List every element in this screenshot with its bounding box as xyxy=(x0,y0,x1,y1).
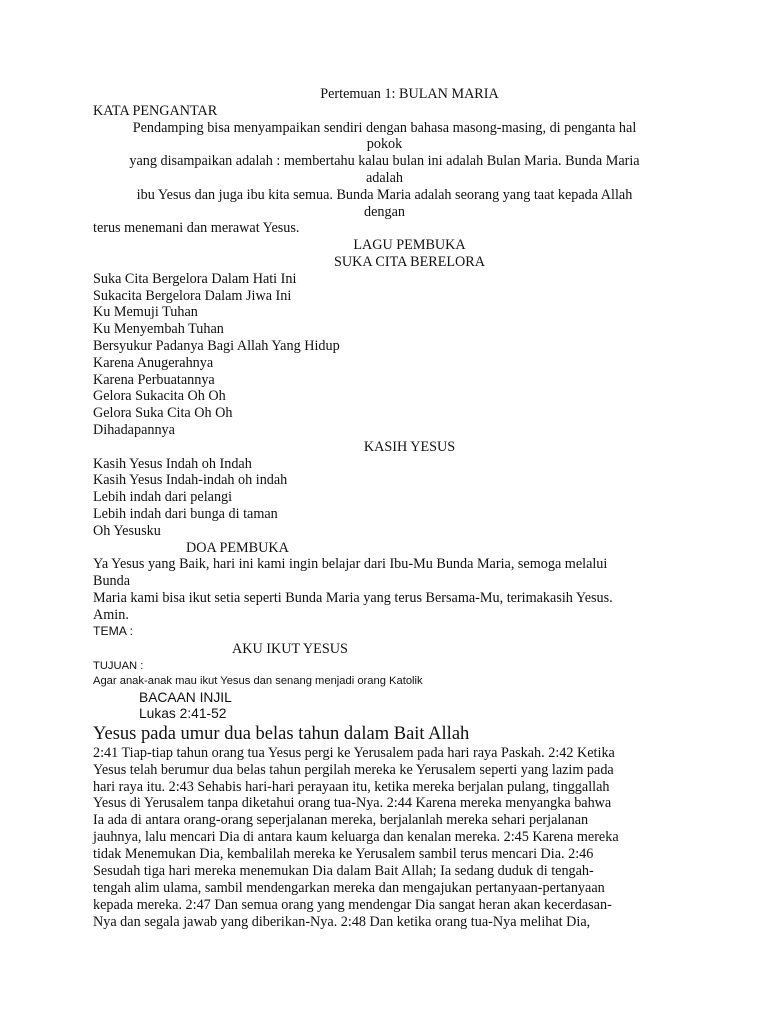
song-line: Ku Memuji Tuhan xyxy=(93,304,198,321)
kata-pengantar-line: yang disampaikan adalah : membertahu kalau bulan ini adalah Bulan Maria. Bunda Maria xyxy=(129,153,640,170)
song-title: SUKA CITA BERELORA xyxy=(334,253,485,270)
song-line: Kasih Yesus Indah oh Indah xyxy=(93,455,252,472)
doa-pembuka-heading: DOA PEMBUKA xyxy=(186,539,289,556)
song-line: Gelora Suka Cita Oh Oh xyxy=(93,405,233,422)
prayer-line: Bunda xyxy=(93,573,131,590)
tema-label: TEMA : xyxy=(93,623,133,638)
song-line: Karena Anugerahnya xyxy=(93,354,214,371)
passage-line: 2:41 Tiap-tiap tahun orang tua Yesus pergi ke Yerusalem pada hari raya Paskah. 2:42 Ketika xyxy=(93,744,615,761)
bacaan-reference: Lukas 2:41-52 xyxy=(139,705,227,721)
kata-pengantar-line: pokok xyxy=(366,136,403,153)
kasih-yesus-heading: KASIH YESUS xyxy=(363,438,456,455)
passage-line: tengah alim ulama, sambil mendengarkan mereka dan mengajukan pertanyaan-pertanyaan xyxy=(93,879,605,896)
prayer-line: Amin. xyxy=(93,606,129,623)
prayer-line: Maria kami bisa ikut setia seperti Bunda Maria yang terus Bersama-Mu, terimakasih Yesus. xyxy=(93,589,613,606)
lagu-pembuka-heading: LAGU PEMBUKA xyxy=(353,237,466,254)
passage-line: jauhnya, lalu mencari Dia di antara kaum keluarga dan kenalan mereka. 2:45 Karena mereka xyxy=(93,829,619,846)
song-line: Lebih indah dari pelangi xyxy=(93,489,233,506)
passage-title: Yesus pada umur dua belas tahun dalam Bait Allah xyxy=(93,723,470,744)
song-line: Oh Yesusku xyxy=(93,522,161,539)
passage-line: hari raya itu. 2:43 Sehabis hari-hari perayaan itu, ketika mereka berjalan pulang, tinggallah xyxy=(93,778,610,795)
song-line: Gelora Sukacita Oh Oh xyxy=(93,388,226,405)
passage-line: Sesudah tiga hari mereka menemukan Dia dalam Bait Allah; Ia sedang duduk di tengah- xyxy=(93,863,594,880)
song-line: Suka Cita Bergelora Dalam Hati Ini xyxy=(93,270,297,287)
passage-line: Yesus telah berumur dua belas tahun pergilah mereka ke Yerusalem seperti yang lazim pada xyxy=(93,761,614,778)
song-line: Lebih indah dari bunga di taman xyxy=(93,505,278,522)
kata-pengantar-line: terus menemani dan merawat Yesus. xyxy=(93,220,300,237)
song-line: Kasih Yesus Indah-indah oh indah xyxy=(93,472,288,489)
tujuan-value: Agar anak-anak mau ikut Yesus dan senang menjadi orang Katolik xyxy=(93,674,423,687)
song-line: Sukacita Bergelora Dalam Jiwa Ini xyxy=(93,287,292,304)
tema-value: AKU IKUT YESUS xyxy=(232,640,348,657)
song-line: Ku Menyembah Tuhan xyxy=(93,321,224,338)
passage-line: Yesus di Yerusalem tanpa diketahui orang tua-Nya. 2:44 Karena mereka menyangka bahwa xyxy=(93,795,612,812)
prayer-line: Ya Yesus yang Baik, hari ini kami ingin belajar dari Ibu-Mu Bunda Maria, semoga melalui xyxy=(93,556,608,573)
passage-line: Ia ada di antara orang-orang seperjalanan mereka, berjalanlah mereka sehari perjalanan xyxy=(93,812,589,829)
kata-pengantar-line: Pendamping bisa menyampaikan sendiri dengan bahasa masong-masing, di penganta hal xyxy=(132,119,637,136)
page-title: Pertemuan 1: BULAN MARIA xyxy=(320,86,499,102)
song-line: Bersyukur Padanya Bagi Allah Yang Hidup xyxy=(93,337,340,354)
kata-pengantar-heading: KATA PENGANTAR xyxy=(93,102,218,119)
song-line: Dihadapannya xyxy=(93,421,175,438)
kata-pengantar-line: dengan xyxy=(364,203,405,220)
kata-pengantar-line: adalah xyxy=(365,169,404,186)
document-content xyxy=(93,86,676,931)
tujuan-label: TUJUAN : xyxy=(93,660,144,673)
kata-pengantar-line: ibu Yesus dan juga ibu kita semua. Bunda Maria adalah seorang yang taat kepada Allah xyxy=(136,186,633,203)
passage-line: kepada mereka. 2:47 Dan semua orang yang mendengar Dia sangat heran akan kecerdasan- xyxy=(93,896,612,913)
song-line: Karena Perbuatannya xyxy=(93,371,215,388)
passage-line: Nya dan segala jawab yang diberikan-Nya. 2:48 Dan ketika orang tua-Nya melihat Dia, xyxy=(93,913,591,930)
bacaan-injil-heading: BACAAN INJIL xyxy=(139,689,232,705)
passage-line: tidak Menemukan Dia, kembalilah mereka ke Yerusalem sambil terus mencari Dia. 2:46 xyxy=(93,846,594,863)
